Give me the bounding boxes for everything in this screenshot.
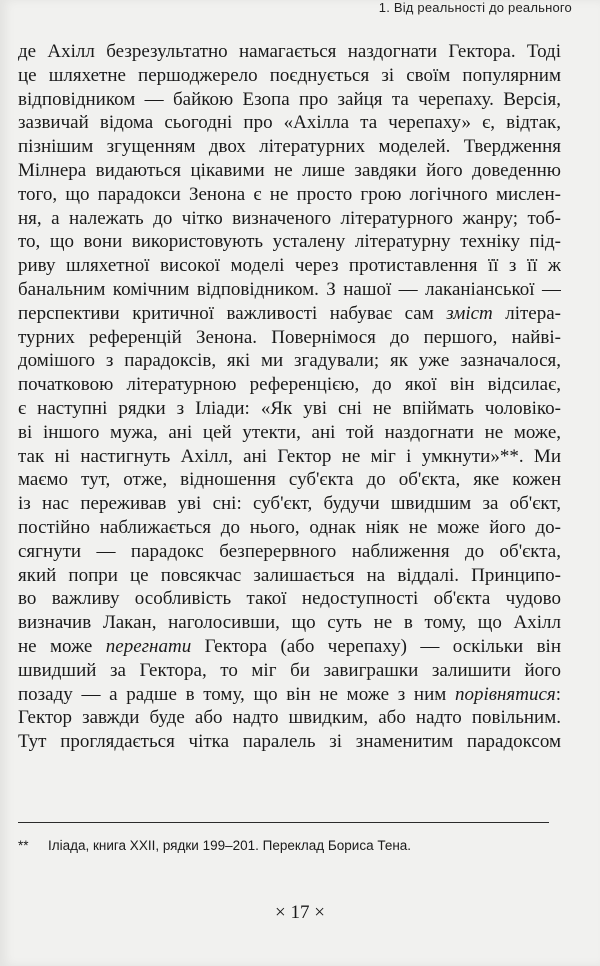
body-line: риву шляхетної високої моделі через протиставлення її з її ж bbox=[18, 255, 561, 277]
body-line: із нас переживав уві сні: суб'єкт, будучи швидшим за об'єкт, bbox=[18, 493, 561, 515]
body-line: ня, а належать до чітко визначеного літературного жанру; тоб- bbox=[18, 207, 561, 229]
page-number: × 17 × bbox=[275, 902, 325, 923]
body-line: то, що вони використовують усталену літературну техніку під- bbox=[18, 231, 561, 253]
body-line: постійно наближається до нього, однак ніяк не може його до- bbox=[18, 516, 561, 538]
body-line: турних референцій Зенона. Повернімося до першого, найві- bbox=[18, 326, 561, 348]
body-line: швидший за Гектора, то міг би завиграшки залишити його bbox=[18, 659, 561, 681]
footnote-mark: ** bbox=[18, 838, 29, 853]
body-text bbox=[18, 40, 561, 754]
body-line: маємо тут, отже, відношення суб'єкта до об'єкта, яке кожен bbox=[18, 469, 561, 491]
body-line: во важливу особливість такої недоступності об'єкта чудово bbox=[18, 588, 561, 610]
italic-emphasis: зміст bbox=[446, 302, 493, 324]
body-line: банальним комічним відповідником. З нашої — лаканіанської — bbox=[18, 278, 561, 300]
body-line: позаду — а радше в тому, що він не може з ним порівнятися: bbox=[18, 683, 561, 705]
footnote bbox=[18, 838, 563, 853]
body-line: Гектор завжди буде або надто швидким, або надто повільним. bbox=[18, 707, 561, 729]
body-line: відповідником — байкою Езопа про зайця та черепаху. Версія, bbox=[18, 88, 561, 110]
body-line: початковою літературною референцією, до якої він відсилає, bbox=[18, 374, 561, 396]
body-line: сягнути — парадокс безперервного наближення до об'єкта, bbox=[18, 540, 561, 562]
body-line: домішого з парадоксів, які ми згадували; як уже зазначалося, bbox=[18, 350, 561, 372]
body-line: не може перегнати Гектора (або черепаху) — оскільки він bbox=[18, 635, 561, 657]
body-line: є наступні рядки з Іліади: «Як уві сні не впіймать чоловіко- bbox=[18, 397, 561, 419]
body-line: пізнішим згущенням двох літературних моделей. Твердження bbox=[18, 136, 561, 158]
italic-emphasis: перегнати bbox=[105, 635, 192, 657]
body-line: того, що парадокси Зенона є не просто грою логічного мислен- bbox=[18, 183, 561, 205]
body-line: де Ахілл безрезультатно намагається наздогнати Гектора. Тоді bbox=[18, 41, 561, 62]
body-line: Тут проглядається чітка паралель зі знаменитим парадоксом bbox=[18, 731, 561, 753]
footnote-text: Іліада, книга XXII, рядки 199–201. Переклад Бориса Тена. bbox=[48, 838, 412, 853]
body-line: перспективи критичної важливості набуває сам зміст літера- bbox=[18, 302, 561, 324]
body-line: який попри це повсякчас залишається на віддалі. Принципо- bbox=[18, 564, 561, 586]
body-line: це шляхетне першоджерело поєднується зі своїм популярним bbox=[18, 64, 561, 86]
italic-emphasis: порівнятися bbox=[454, 683, 556, 705]
body-line: Мілнера видаються цікавими не лише завдяки його доведенню bbox=[18, 159, 561, 181]
body-line: ві іншого мужа, ані цей утекти, ані той наздогнати не може, bbox=[18, 421, 561, 443]
footnote-divider bbox=[18, 822, 549, 823]
running-head: 1. Від реальності до реального bbox=[378, 0, 572, 15]
body-line: так ні настигнуть Ахілл, ані Гектор не міг і умкнути»**. Ми bbox=[18, 445, 561, 467]
body-line: зазвичай відома сьогодні про «Ахілла та черепаху» є, відтак, bbox=[18, 112, 561, 134]
body-line: визначив Лакан, наголосивши, що суть не в тому, що Ахілл bbox=[18, 612, 561, 634]
